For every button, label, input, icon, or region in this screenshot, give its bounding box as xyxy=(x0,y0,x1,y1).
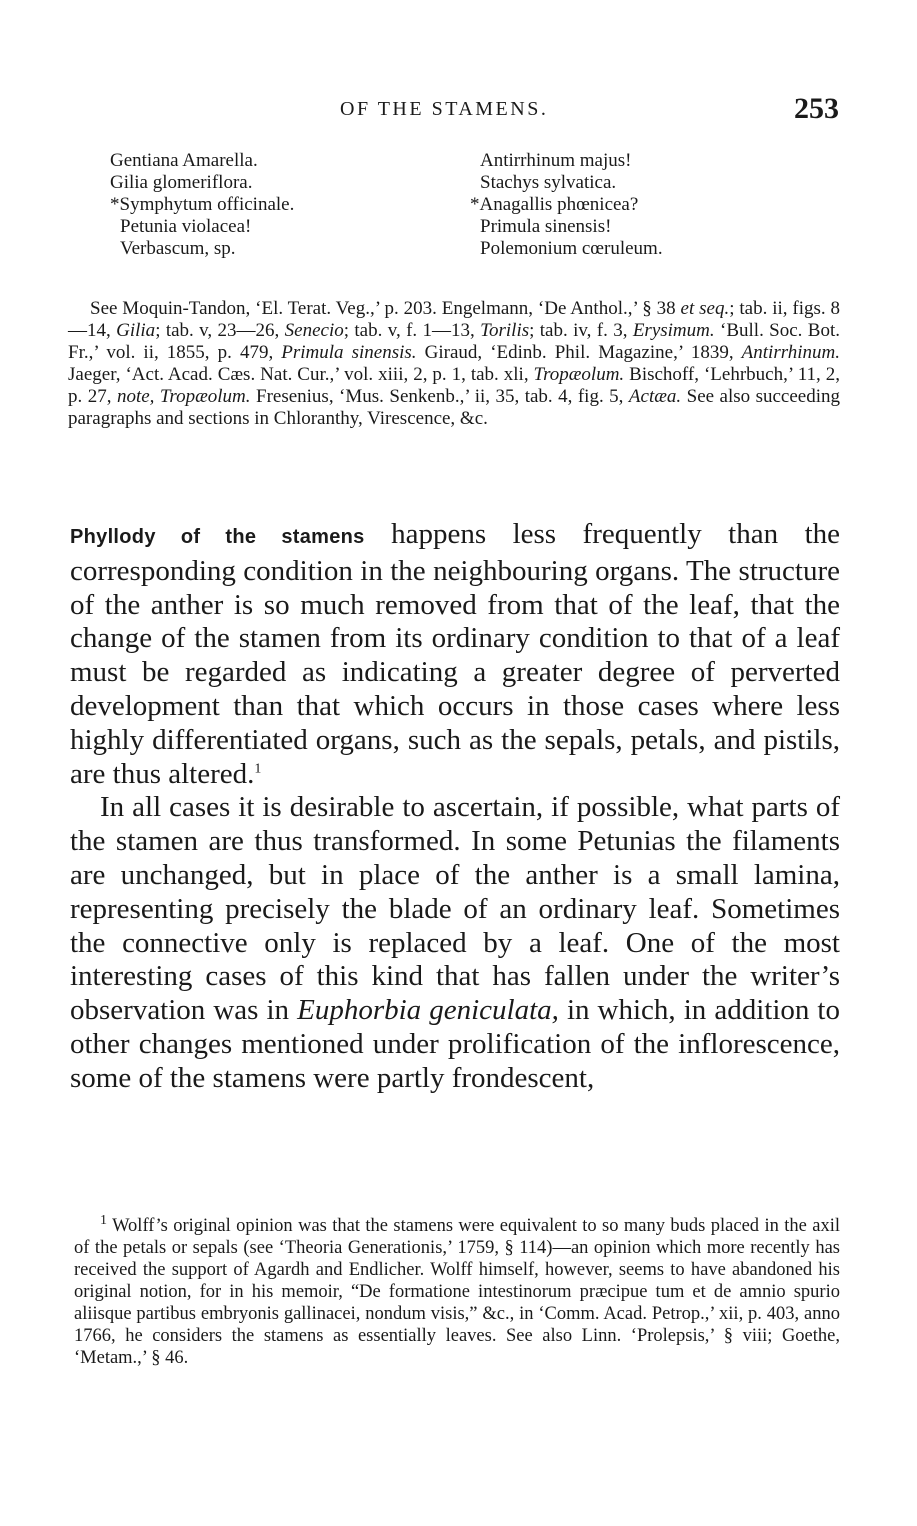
ref-text: ; tab. iv, f. 3, xyxy=(529,320,633,341)
body-text: happens less frequently than the corresponding condition in the neighbouring organs. The structure of the anther is so much removed from that of the leaf, that the change of the stamen from its ordinary condition to that of a leaf must be regarded as indicating a greater degree of perverted development than that which occurs in those cases where less highly differentiated organs, such as the sepals, petals, and pistils, are thus altered. xyxy=(70,518,841,790)
body-paragraph xyxy=(70,791,840,1095)
species-list xyxy=(110,150,830,260)
footnote-reference[interactable]: 1 xyxy=(254,760,262,776)
ref-text: Giraud, ‘Edinb. Phil. Magazine,’ 1839, xyxy=(416,342,742,363)
species-item: Polemonium cœruleum. xyxy=(480,238,663,259)
running-title: OF THE STAMENS. xyxy=(340,98,549,120)
species-name-italic: Euphorbia geniculata, xyxy=(297,994,559,1027)
ref-text: ; tab. ii, figs. 8—14, xyxy=(68,298,840,341)
species-item: *Anagallis phœnicea? xyxy=(470,194,639,215)
body-paragraph xyxy=(70,518,840,791)
footnote xyxy=(74,1212,840,1369)
main-text xyxy=(70,518,840,1096)
species-item: Stachys sylvatica. xyxy=(480,172,617,193)
ref-text: See Moquin-Tandon, ‘El. Terat. Veg.,’ p. 203. Engelmann, ‘De Anthol.,’ § 38 xyxy=(90,298,681,319)
species-column-left xyxy=(110,150,470,260)
ref-text: Bischoff, ‘Lehrbuch,’ 11, 2, p. 27, xyxy=(68,364,840,407)
ref-italic: Actæa. xyxy=(628,386,682,407)
species-item: Antirrhinum majus! xyxy=(480,150,632,171)
section-lead: Phyllody of the stamens xyxy=(70,526,365,548)
species-item: Primula sinensis! xyxy=(480,216,612,237)
species-item: Verbascum, sp. xyxy=(120,238,236,259)
ref-italic: Senecio xyxy=(284,320,344,341)
ref-text: ‘Bull. Soc. Bot. Fr.,’ vol. ii, 1855, p. 479, xyxy=(68,320,840,363)
ref-text: Fresenius, ‘Mus. Senkenb.,’ ii, 35, tab. 4, fig. 5, xyxy=(250,386,629,407)
ref-italic: Primula sinensis. xyxy=(281,342,417,363)
ref-italic: Tropæolum. xyxy=(533,364,625,385)
references-block xyxy=(68,298,840,430)
ref-italic: Torilis xyxy=(480,320,530,341)
species-item: Gilia glomeriflora. xyxy=(110,172,253,193)
footnote-mark: 1 xyxy=(100,1212,107,1228)
footnote-text: Wolff’s original opinion was that the stamens were equivalent to so many buds placed in the axil of the petals or sepals (see ‘Theoria Generationis,’ 1759, § 114)—an opinion which more recently has received the support of Agardh and Endlicher. Wolff himself, however, seems to have abandoned his original notion, for in his memoir, “De formatione intestinorum præcipue tum et de amnio spurio aliisque partibus embryonis gallinacei, nondum visis,” &c., in ‘Comm. Acad. Petrop.,’ xii, p. 403, anno 1766, he considers the stamens as essentially leaves. See also Linn. ‘Prolepsis,’ § viii; Goethe, ‘Metam.,’ § 46. xyxy=(74,1216,840,1368)
species-item: Petunia violacea! xyxy=(120,216,252,237)
footnote-paragraph xyxy=(74,1212,840,1369)
page-header xyxy=(0,92,917,126)
ref-italic: et seq. xyxy=(680,298,730,319)
ref-text: Jaeger, ‘Act. Acad. Cæs. Nat. Cur.,’ vol. xiii, 2, p. 1, tab. xli, xyxy=(68,364,534,385)
ref-italic: Antirrhinum. xyxy=(741,342,841,363)
ref-text: ; tab. v, 23—26, xyxy=(155,320,285,341)
ref-italic: Erysimum. xyxy=(632,320,715,341)
species-item: *Symphytum officinale. xyxy=(110,194,295,215)
body-text: in which, in addition to other changes mentioned under prolification of the inflorescence, some of the stamens were partly frondescent, xyxy=(70,994,840,1094)
references-paragraph xyxy=(68,298,840,430)
species-item: Gentiana Amarella. xyxy=(110,150,258,171)
ref-text: See also succeeding paragraphs and sections in Chloranthy, Virescence, &c. xyxy=(68,386,841,429)
species-column-right xyxy=(470,150,830,260)
ref-italic: Gilia xyxy=(116,320,156,341)
ref-italic: note, Tropæolum. xyxy=(116,386,251,407)
ref-text: ; tab. v, f. 1—13, xyxy=(343,320,481,341)
body-text: In all cases it is desirable to ascertain, if possible, what parts of the stamen are thus transformed. In some Petunias the filaments are unchanged, but in place of the anther is a small lamina, representing precisely the blade of an ordinary leaf. Sometimes the connective only is replaced by a leaf. One of the most interesting cases of this kind that has fallen under the writer’s observation was in xyxy=(70,791,840,1027)
page-number: 253 xyxy=(794,92,839,125)
